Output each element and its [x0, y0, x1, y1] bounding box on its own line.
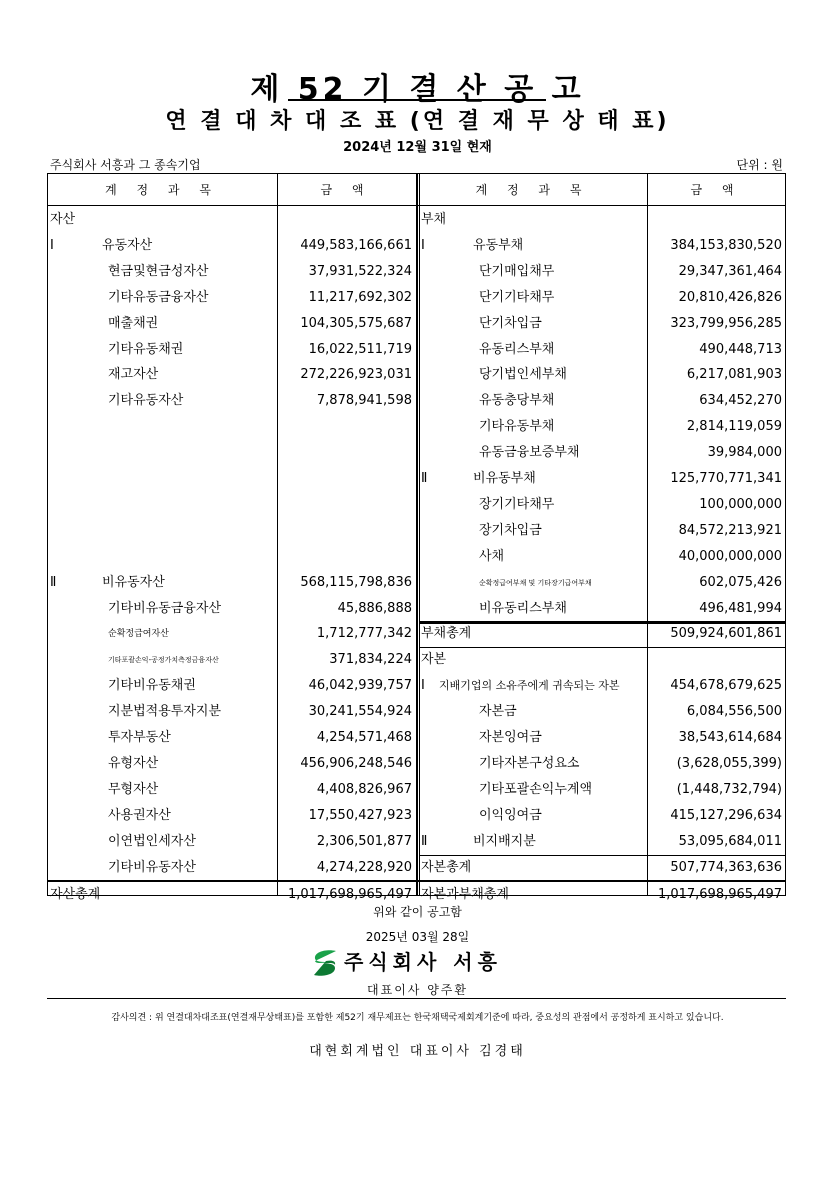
left-row-amount: 45,886,888: [337, 600, 412, 616]
left-amount-header: 금 액: [320, 183, 372, 197]
right-row-label: 유동충당부채: [479, 393, 555, 409]
right-row-label: 유동리스부채: [479, 341, 555, 357]
left-row-amount: 371,834,224: [329, 652, 412, 668]
right-row-label: 단기차입금: [479, 315, 542, 331]
right-row-amount: 40,000,000,000: [678, 548, 782, 564]
right-row-amount: 415,127,296,634: [670, 807, 782, 823]
right-row-label: 자본: [421, 652, 447, 668]
footer-divider: [47, 998, 786, 999]
announce-date: 2025년 03월 28일: [365, 930, 470, 944]
right-row-label: 비지배지분: [473, 833, 536, 849]
company-label: 주식회사 서흥과 그 종속기업: [50, 158, 201, 172]
closing-statement: 위와 같이 공고함: [373, 905, 462, 919]
left-row-amount: 456,906,248,546: [300, 755, 412, 771]
left-row-amount: 449,583,166,661: [300, 237, 412, 253]
left-row-amount: 11,217,692,302: [308, 289, 412, 305]
right-row-label: 장기차입금: [479, 522, 542, 538]
left-row-label: 기타유동금융자산: [108, 289, 209, 305]
right-row-label: 단기기타채무: [479, 289, 555, 305]
left-row-label: 기타비유동채권: [108, 678, 196, 694]
left-row-amount: 16,022,511,719: [308, 341, 412, 357]
left-row-label: 사용권자산: [108, 807, 171, 823]
page-title: 제 52 기 결 산 공 고: [250, 72, 585, 107]
left-row-label: 기타비유동자산: [108, 859, 196, 875]
right-row-amount: 507,774,363,636: [670, 859, 782, 875]
right-row-label: 유동금융보증부채: [479, 445, 580, 461]
left-row-label: 기타유동채권: [108, 341, 184, 357]
left-row-amount: 4,408,826,967: [316, 781, 412, 797]
right-row-label: 이익잉여금: [479, 807, 542, 823]
left-row-amount: 2,306,501,877: [316, 833, 412, 849]
left-row-amount: 30,241,554,924: [308, 704, 412, 720]
right-row-label: 순확정급여부채 및 기타장기급여부채: [479, 578, 592, 587]
right-row-label: 비유동부채: [473, 471, 536, 486]
right-row-amount: 29,347,361,464: [678, 263, 782, 279]
right-row-amount: 384,153,830,520: [670, 237, 782, 253]
left-row-label: 무형자산: [108, 781, 159, 797]
right-row-label: 자본잉여금: [479, 730, 542, 745]
unit-label: 단위 : 원: [736, 158, 783, 172]
left-row-label: 비유동자산: [102, 574, 165, 590]
right-row-label: 기타포괄손익누계액: [479, 781, 593, 797]
right-row-amount: 602,075,426: [699, 574, 782, 590]
left-row-amount: 46,042,939,757: [308, 678, 412, 694]
left-row-label: 매출채권: [108, 315, 159, 331]
right-row-amount: 53,095,684,011: [678, 833, 782, 849]
right-row-amount: 6,084,556,500: [686, 704, 782, 720]
right-row-label: 자본총계: [421, 859, 472, 875]
left-row-label: 이연법인세자산: [108, 833, 196, 849]
ceo-name: 대표이사 양주환: [367, 983, 468, 997]
left-total-label: 자산총계: [50, 887, 101, 903]
right-row-amount: 509,924,601,861: [670, 626, 782, 642]
left-row-label: 기타포괄손익-공정가치측정금융자산: [108, 656, 219, 665]
right-row-roman: Ⅰ: [421, 237, 425, 253]
right-row-amount: 2,814,119,059: [686, 419, 782, 435]
left-row-amount: 17,550,427,923: [308, 807, 412, 823]
right-row-amount: 490,448,713: [699, 341, 782, 357]
right-row-amount: 84,572,213,921: [678, 522, 782, 538]
left-row-label: 자산: [50, 212, 76, 227]
left-row-roman: Ⅱ: [50, 574, 57, 590]
left-row-amount: 104,305,575,687: [300, 315, 412, 331]
right-row-label: 사채: [479, 548, 505, 564]
right-row-amount: 634,452,270: [699, 393, 782, 409]
right-total-label: 자본과부채총계: [421, 887, 509, 903]
right-total-amount: 1,017,698,965,497: [657, 887, 782, 903]
left-row-label: 기타비유동금융자산: [108, 600, 222, 616]
left-row-amount: 1,712,777,342: [316, 626, 412, 642]
right-row-amount: 6,217,081,903: [686, 367, 782, 383]
left-row-amount: 37,931,522,324: [308, 263, 412, 279]
right-row-roman: Ⅱ: [421, 833, 428, 849]
center-divider: [419, 173, 420, 896]
right-row-roman: Ⅱ: [421, 471, 428, 486]
header-divider: [47, 205, 786, 206]
right-row-amount: 39,984,000: [707, 445, 782, 461]
right-row-amount: 125,770,771,341: [670, 471, 782, 486]
left-row-label: 투자부동산: [108, 730, 171, 745]
right-account-header: 계 정 과 목: [475, 183, 590, 197]
left-row-amount: 4,254,571,468: [316, 730, 412, 745]
left-row-label: 순확정급여자산: [108, 629, 169, 640]
right-row-label: 자본금: [479, 704, 517, 720]
right-row-amount: 20,810,426,826: [678, 289, 782, 305]
title-underline: [288, 99, 546, 101]
company-name: 주식회사 서흥: [344, 950, 502, 974]
left-account-header: 계 정 과 목: [105, 183, 219, 197]
right-row-label: 당기법인세부채: [479, 367, 567, 383]
right-amount-header: 금 액: [690, 183, 742, 197]
left-row-label: 유형자산: [108, 755, 159, 771]
company-logo-icon: [310, 947, 340, 979]
right-row-amount: (3,628,055,399): [676, 755, 782, 771]
left-row-amount: 272,226,923,031: [300, 367, 412, 383]
right-row-label: 비유동리스부채: [479, 600, 567, 616]
right-row-label: 기타자본구성요소: [479, 755, 580, 771]
right-row-amount: 454,678,679,625: [670, 678, 782, 694]
right-row-label: 장기기타채무: [479, 496, 555, 512]
left-row-label: 유동자산: [102, 237, 153, 253]
auditor-signature: 대현회계법인 대표이사 김경태: [309, 1044, 526, 1059]
right-row-label: 부채총계: [421, 626, 472, 642]
right-row-amount: 100,000,000: [699, 496, 782, 512]
right-row-label: 지배기업의 소유주에게 귀속되는 자본: [439, 679, 620, 693]
right-row-label: 부채: [421, 212, 447, 227]
right-row-amount: 38,543,614,684: [678, 730, 782, 745]
left-total-amount: 1,017,698,965,497: [287, 887, 412, 903]
audit-opinion: 감사의견 : 위 연결대차대조표(연결재무상태표)를 포함한 제52기 재무제표는 한국채택국제회계기준에 따라, 중요성의 관점에서 공정하게 표시하고 있습니다.: [111, 1013, 724, 1023]
right-row-amount: 323,799,956,285: [670, 315, 782, 331]
left-row-roman: Ⅰ: [50, 237, 54, 253]
right-row-label: 기타유동부채: [479, 419, 555, 435]
left-row-label: 기타유동자산: [108, 393, 184, 409]
right-row-amount: 496,481,994: [699, 600, 782, 616]
report-date: 2024년 12월 31일 현재: [343, 140, 492, 155]
right-row-roman: Ⅰ: [421, 678, 425, 694]
right-row-label: 단기매입채무: [479, 263, 555, 279]
center-divider: [416, 173, 418, 896]
page-subtitle: 연 결 대 차 대 조 표 (연 결 재 무 상 태 표): [165, 109, 670, 134]
right-row-amount: (1,448,732,794): [676, 781, 782, 797]
right-row-label: 유동부채: [473, 237, 524, 253]
left-row-label: 재고자산: [108, 367, 159, 383]
left-row-amount: 7,878,941,598: [316, 393, 412, 409]
left-row-label: 지분법적용투자지분: [108, 704, 222, 720]
left-row-amount: 568,115,798,836: [300, 574, 412, 590]
left-row-label: 현금및현금성자산: [108, 263, 209, 279]
left-row-amount: 4,274,228,920: [316, 859, 412, 875]
